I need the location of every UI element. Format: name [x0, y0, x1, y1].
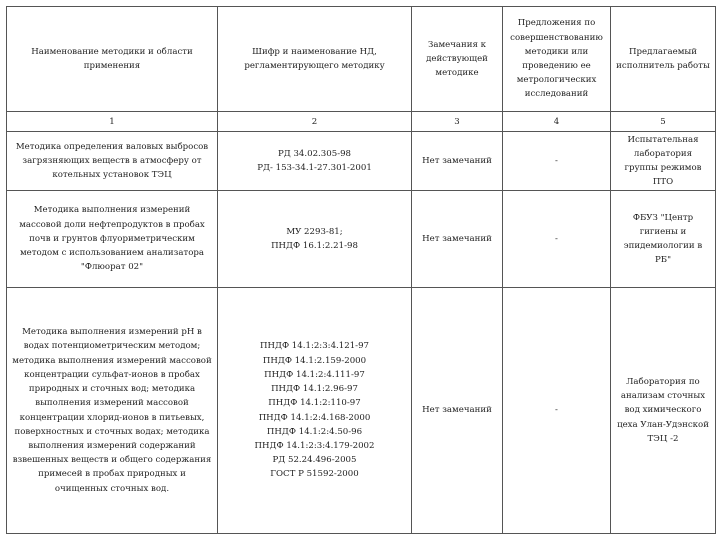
- executor-cell: Лаборатория по анализам сточных вод химического цеха Улан-Удэнской ТЭЦ -2: [611, 288, 716, 534]
- proposals-cell: -: [503, 191, 611, 288]
- nd-cell: РД 34.02.305-98 РД- 153-34.1-27.301-2001: [218, 132, 412, 191]
- table-row: [7, 191, 716, 288]
- proposals-cell: -: [503, 132, 611, 191]
- executor-cell: ФБУЗ "Центр гигиены и эпидемиологии в РБ": [611, 191, 716, 288]
- column-number: 4: [503, 112, 611, 132]
- table-row: [7, 288, 716, 534]
- column-number-row: [7, 112, 716, 132]
- column-number: 1: [7, 112, 218, 132]
- header-executor: Предлагаемый исполнитель работы: [611, 7, 716, 112]
- method-cell: Методика определения валовых выбросов загрязняющих веществ в атмосферу от котельных установок ТЭЦ: [7, 132, 218, 191]
- methods-table: [6, 6, 716, 534]
- remarks-cell: Нет замечаний: [412, 288, 503, 534]
- method-cell: Методика выполнения измерений массовой доли нефтепродуктов в пробах почв и грунтов флуориметрическим методом с использованием анализатора "Флюорат 02": [7, 191, 218, 288]
- executor-cell: Испытательная лаборатория группы режимов ПТО: [611, 132, 716, 191]
- remarks-cell: Нет замечаний: [412, 191, 503, 288]
- column-number: 5: [611, 112, 716, 132]
- method-cell: Методика выполнения измерений рН в водах потенциометрическим методом; методика выполнения измерений массовой концентрации сульфат-ионов в пробах природных и сточных вод; методика выполнения измерений массовой концентрации хлорид-ионов в питьевых, поверхностных и сточных водах; методика выполнения измерений содержаний взвешенных веществ и общего содержания примесей в пробах природных и очищенных сточных вод.: [7, 288, 218, 534]
- header-proposals: Предложения по совершенствованию методики или проведению ее метрологических исследований: [503, 7, 611, 112]
- header-row: [7, 7, 716, 112]
- header-remarks: Замечания к действующей методике: [412, 7, 503, 112]
- proposals-cell: -: [503, 288, 611, 534]
- header-method: Наименование методики и области применения: [7, 7, 218, 112]
- column-number: 2: [218, 112, 412, 132]
- header-nd: Шифр и наименование НД, регламентирующего методику: [218, 7, 412, 112]
- table-row: [7, 132, 716, 191]
- nd-cell: МУ 2293-81; ПНДФ 16.1:2.21-98: [218, 191, 412, 288]
- nd-cell: ПНДФ 14.1:2:3:4.121-97 ПНДФ 14.1:2.159-2000 ПНДФ 14.1:2:4.111-97 ПНДФ 14.1:2.96-97 ПНДФ 14.1:2:110-97 ПНДФ 14.1:2:4.168-2000 ПНДФ 14.1:2:4.50-96 ПНДФ 14.1:2:3:4.179-2002 РД 52.24.496-2005 ГОСТ Р 51592-2000: [218, 288, 412, 534]
- remarks-cell: Нет замечаний: [412, 132, 503, 191]
- column-number: 3: [412, 112, 503, 132]
